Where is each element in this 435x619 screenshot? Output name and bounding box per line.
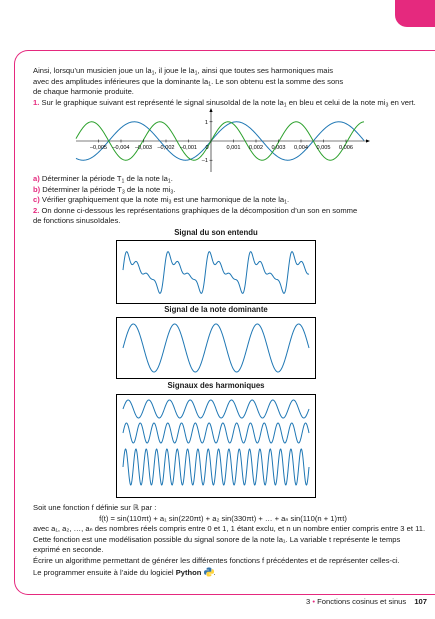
intro-line-3: de chaque harmonie produite.: [33, 87, 134, 97]
intro-line-2: avec des amplitudes inférieures que la dominante $la_1$. Le son obtenu est la somme des sons: [33, 76, 344, 88]
harmonics-waves: [117, 395, 315, 497]
question-1b: b) Déterminer la période $T_3$ de la note $mi_3$.: [33, 184, 176, 196]
panel-2-title: Signal de la note dominante: [164, 305, 268, 314]
x-tick-label: 0: [205, 145, 209, 151]
x-tick-label: 0,001: [226, 145, 241, 151]
formula: f(t) = sin(110πt) + a₁ sin(220πt) + a₂ sin(330πt) + … + aₙ sin(110(n + 1)πt): [99, 513, 347, 523]
page-footer: 3 • Fonctions cosinus et sinus 107: [305, 597, 427, 606]
question-1: 1. Sur le graphique suivant est représenté le signal sinusoïdal de la note $la_1$ en bleu et celui de la note $mi_3$ en vert.: [33, 97, 416, 109]
question-2: 2. On donne ci-dessous les représentations graphiques de la décomposition d’un son en somme: [33, 205, 358, 215]
x-axis-arrow: [366, 139, 370, 142]
bottom-line-1: Soit une fonction f définie sur ℝ par :: [33, 503, 157, 512]
bottom-line-3: Cette fonction est une modélisation possible du signal sonore de la note la₁. La variable t représente le temps: [33, 534, 401, 544]
x-tick-label: 0,006: [339, 145, 353, 151]
x-tick-label: –0,004: [112, 145, 130, 151]
python-logo-icon: [204, 567, 214, 577]
x-tick-label: –0,003: [134, 145, 153, 151]
dominant-note-wave: [117, 318, 315, 378]
bottom-line-4: exprimé en seconde.: [33, 545, 104, 555]
y-tick-label: –1: [201, 158, 208, 165]
x-tick-label: –0,002: [157, 145, 175, 151]
bottom-line-6: Le programmer ensuite à l’aide du logiciel Python .: [33, 567, 216, 577]
panel-3-title: Signaux des harmoniques: [167, 381, 265, 390]
x-tick-label: 0,004: [294, 145, 308, 151]
panel-dominant-note: [116, 317, 316, 379]
harmonic-3-line: [123, 449, 309, 485]
bottom-line-2: avec a₁, a₂, …, aₙ des nombres réels compris entre 0 et 1, 1 étant exclu, et n un nombre entier compris entre 3 et 11.: [33, 524, 426, 534]
x-tick-label: 0,003: [271, 145, 286, 151]
intro-line-1: Ainsi, lorsqu’un musicien joue un $la_1$, il joue le $la_1$, ainsi que toutes ses harmoniques mais: [33, 66, 334, 77]
panel-1-title: Signal du son entendu: [174, 228, 258, 237]
harmonic-2-line: [123, 423, 309, 443]
y-axis-arrow: [209, 108, 212, 112]
bottom-line-5: Écrire un algorithme permettant de générer les différentes fonctions f précédentes et de représenter celles-ci.: [33, 556, 400, 565]
harmonic-1-line: [123, 400, 309, 418]
x-tick-label: 0,002: [249, 145, 263, 151]
sound-signal-wave: [117, 241, 315, 303]
y-tick-label: 1: [204, 119, 208, 126]
x-tick-label: 0,005: [316, 145, 331, 151]
sine-chart: [72, 108, 372, 174]
corner-tab: [395, 0, 435, 27]
x-tick-label: –0,001: [179, 145, 198, 151]
page-number: 107: [414, 597, 427, 606]
question-2-cont: de fonctions sinusoïdales.: [33, 216, 121, 226]
x-tick-label: –0,005: [89, 145, 108, 151]
question-1a: a) Déterminer la période $T_1$ de la note $la_1$.: [33, 174, 173, 185]
panel-harmonics: [116, 394, 316, 498]
panel-sound-signal: [116, 240, 316, 304]
sound-signal-line: [123, 252, 309, 294]
question-1c: c) Vérifier graphiquement que la note $mi_3$ est une harmonique de la note $la_1$.: [33, 195, 290, 206]
dominant-note-line: [123, 324, 309, 372]
